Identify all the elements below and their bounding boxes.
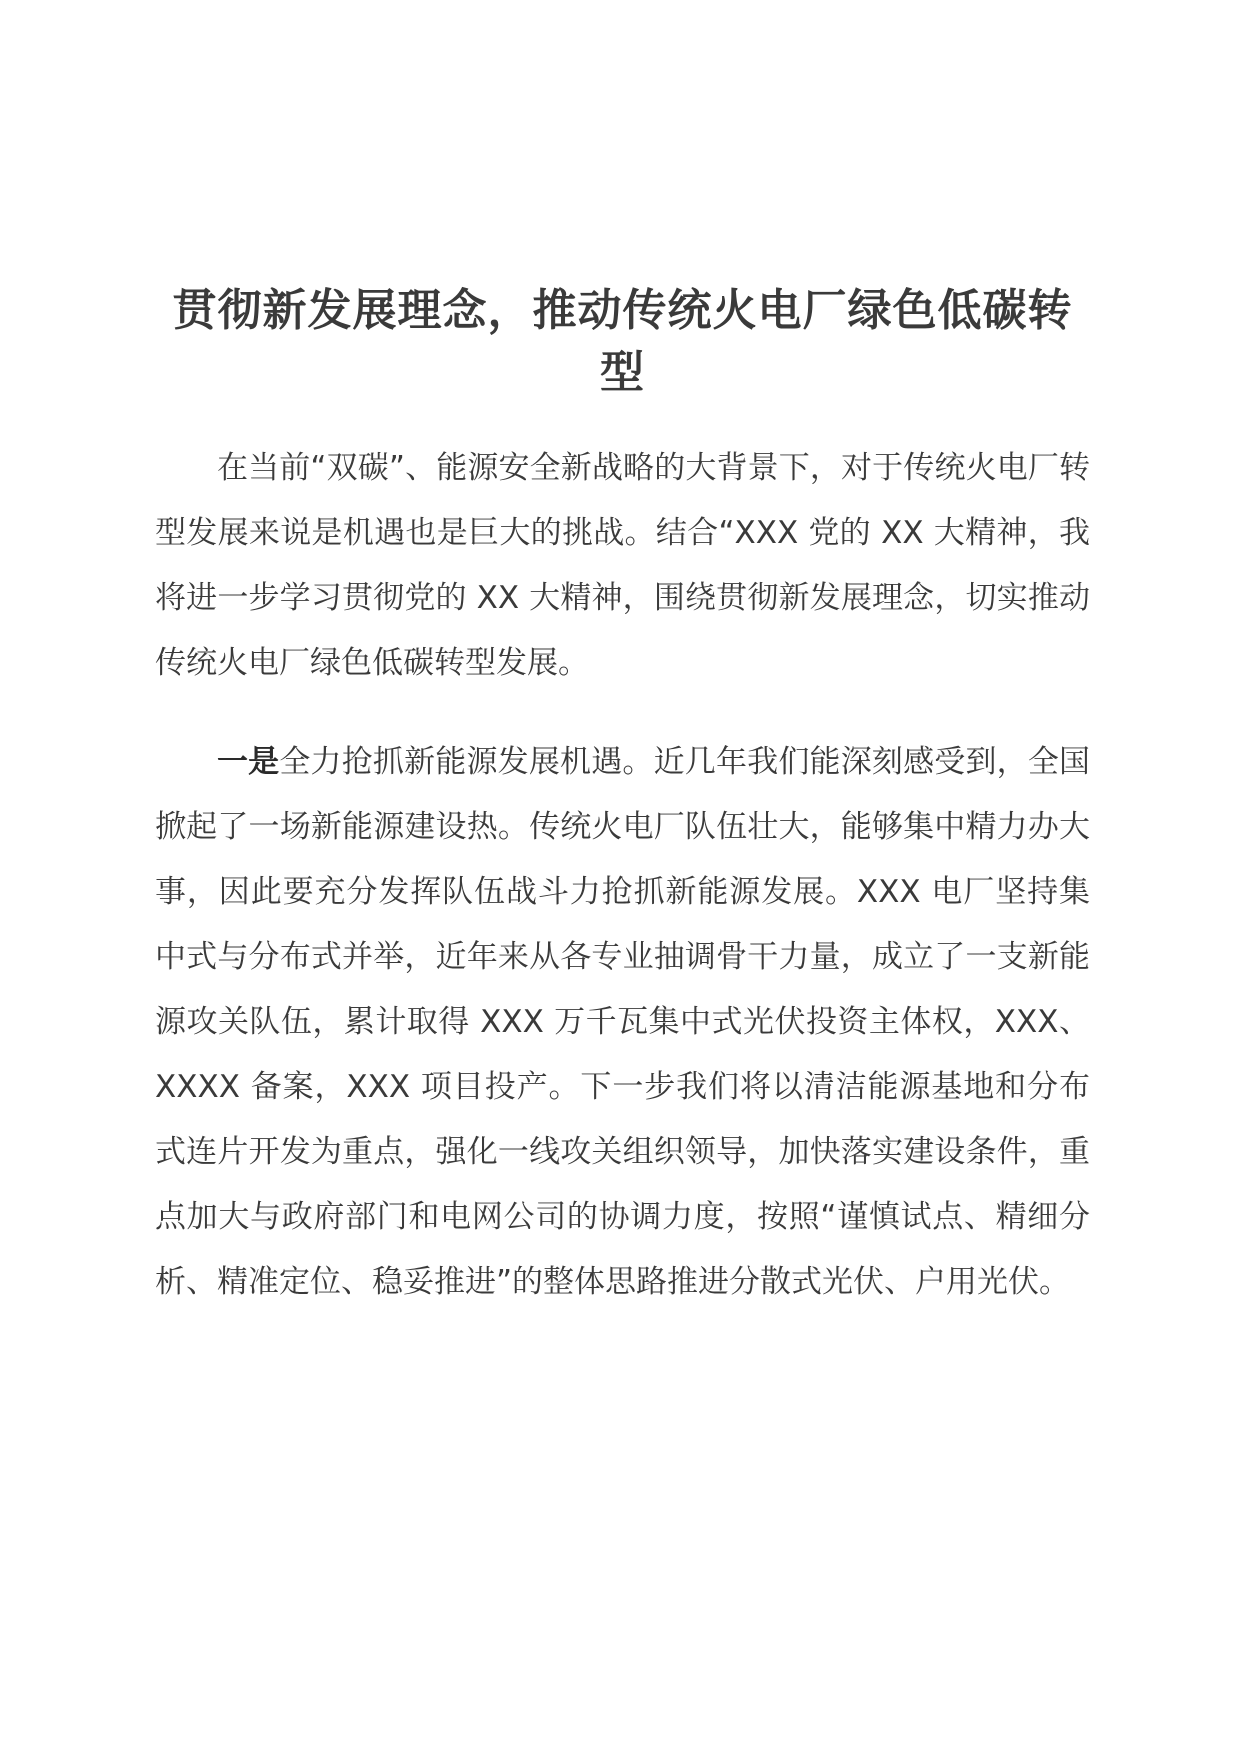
intro-paragraph: 在当前“双碳”、能源安全新战略的大背景下，对于传统火电厂转型发展来说是机遇也是巨大的挑战。结合“XXX 党的 XX 大精神，我将进一步学习贯彻党的 XX 大精神，围绕贯彻新发展理念，切实推动传统火电厂绿色低碳转型发展。 <box>155 450 1090 681</box>
document-title: 贯彻新发展理念，推动传统火电厂绿色低碳转型 <box>172 285 1073 398</box>
point-one-paragraph <box>155 730 1090 1315</box>
point-one-lead: 一是 <box>217 744 280 780</box>
point-one-body: 全力抢抓新能源发展机遇。近几年我们能深刻感受到，全国掀起了一场新能源建设热。传统火电厂队伍壮大，能够集中精力办大事，因此要充分发挥队伍战斗力抢抓新能源发展。XXX 电厂坚持集中式与分布式并举，近年来从各专业抽调骨干力量，成立了一支新能源攻关队伍，累计取得 XXX 万千瓦集中式光伏投资主体权，XXX、XXXX 备案，XXX 项目投产。下一步我们将以清洁能源基地和分布式连片开发为重点，强化一线攻关组织领导，加快落实建设条件，重点加大与政府部门和电网公司的协调力度，按照“谨慎试点、精细分析、精准定位、稳妥推进”的整体思路推进分散式光伏、户用光伏。 <box>155 744 1091 1300</box>
document-page <box>155 280 1090 1349</box>
